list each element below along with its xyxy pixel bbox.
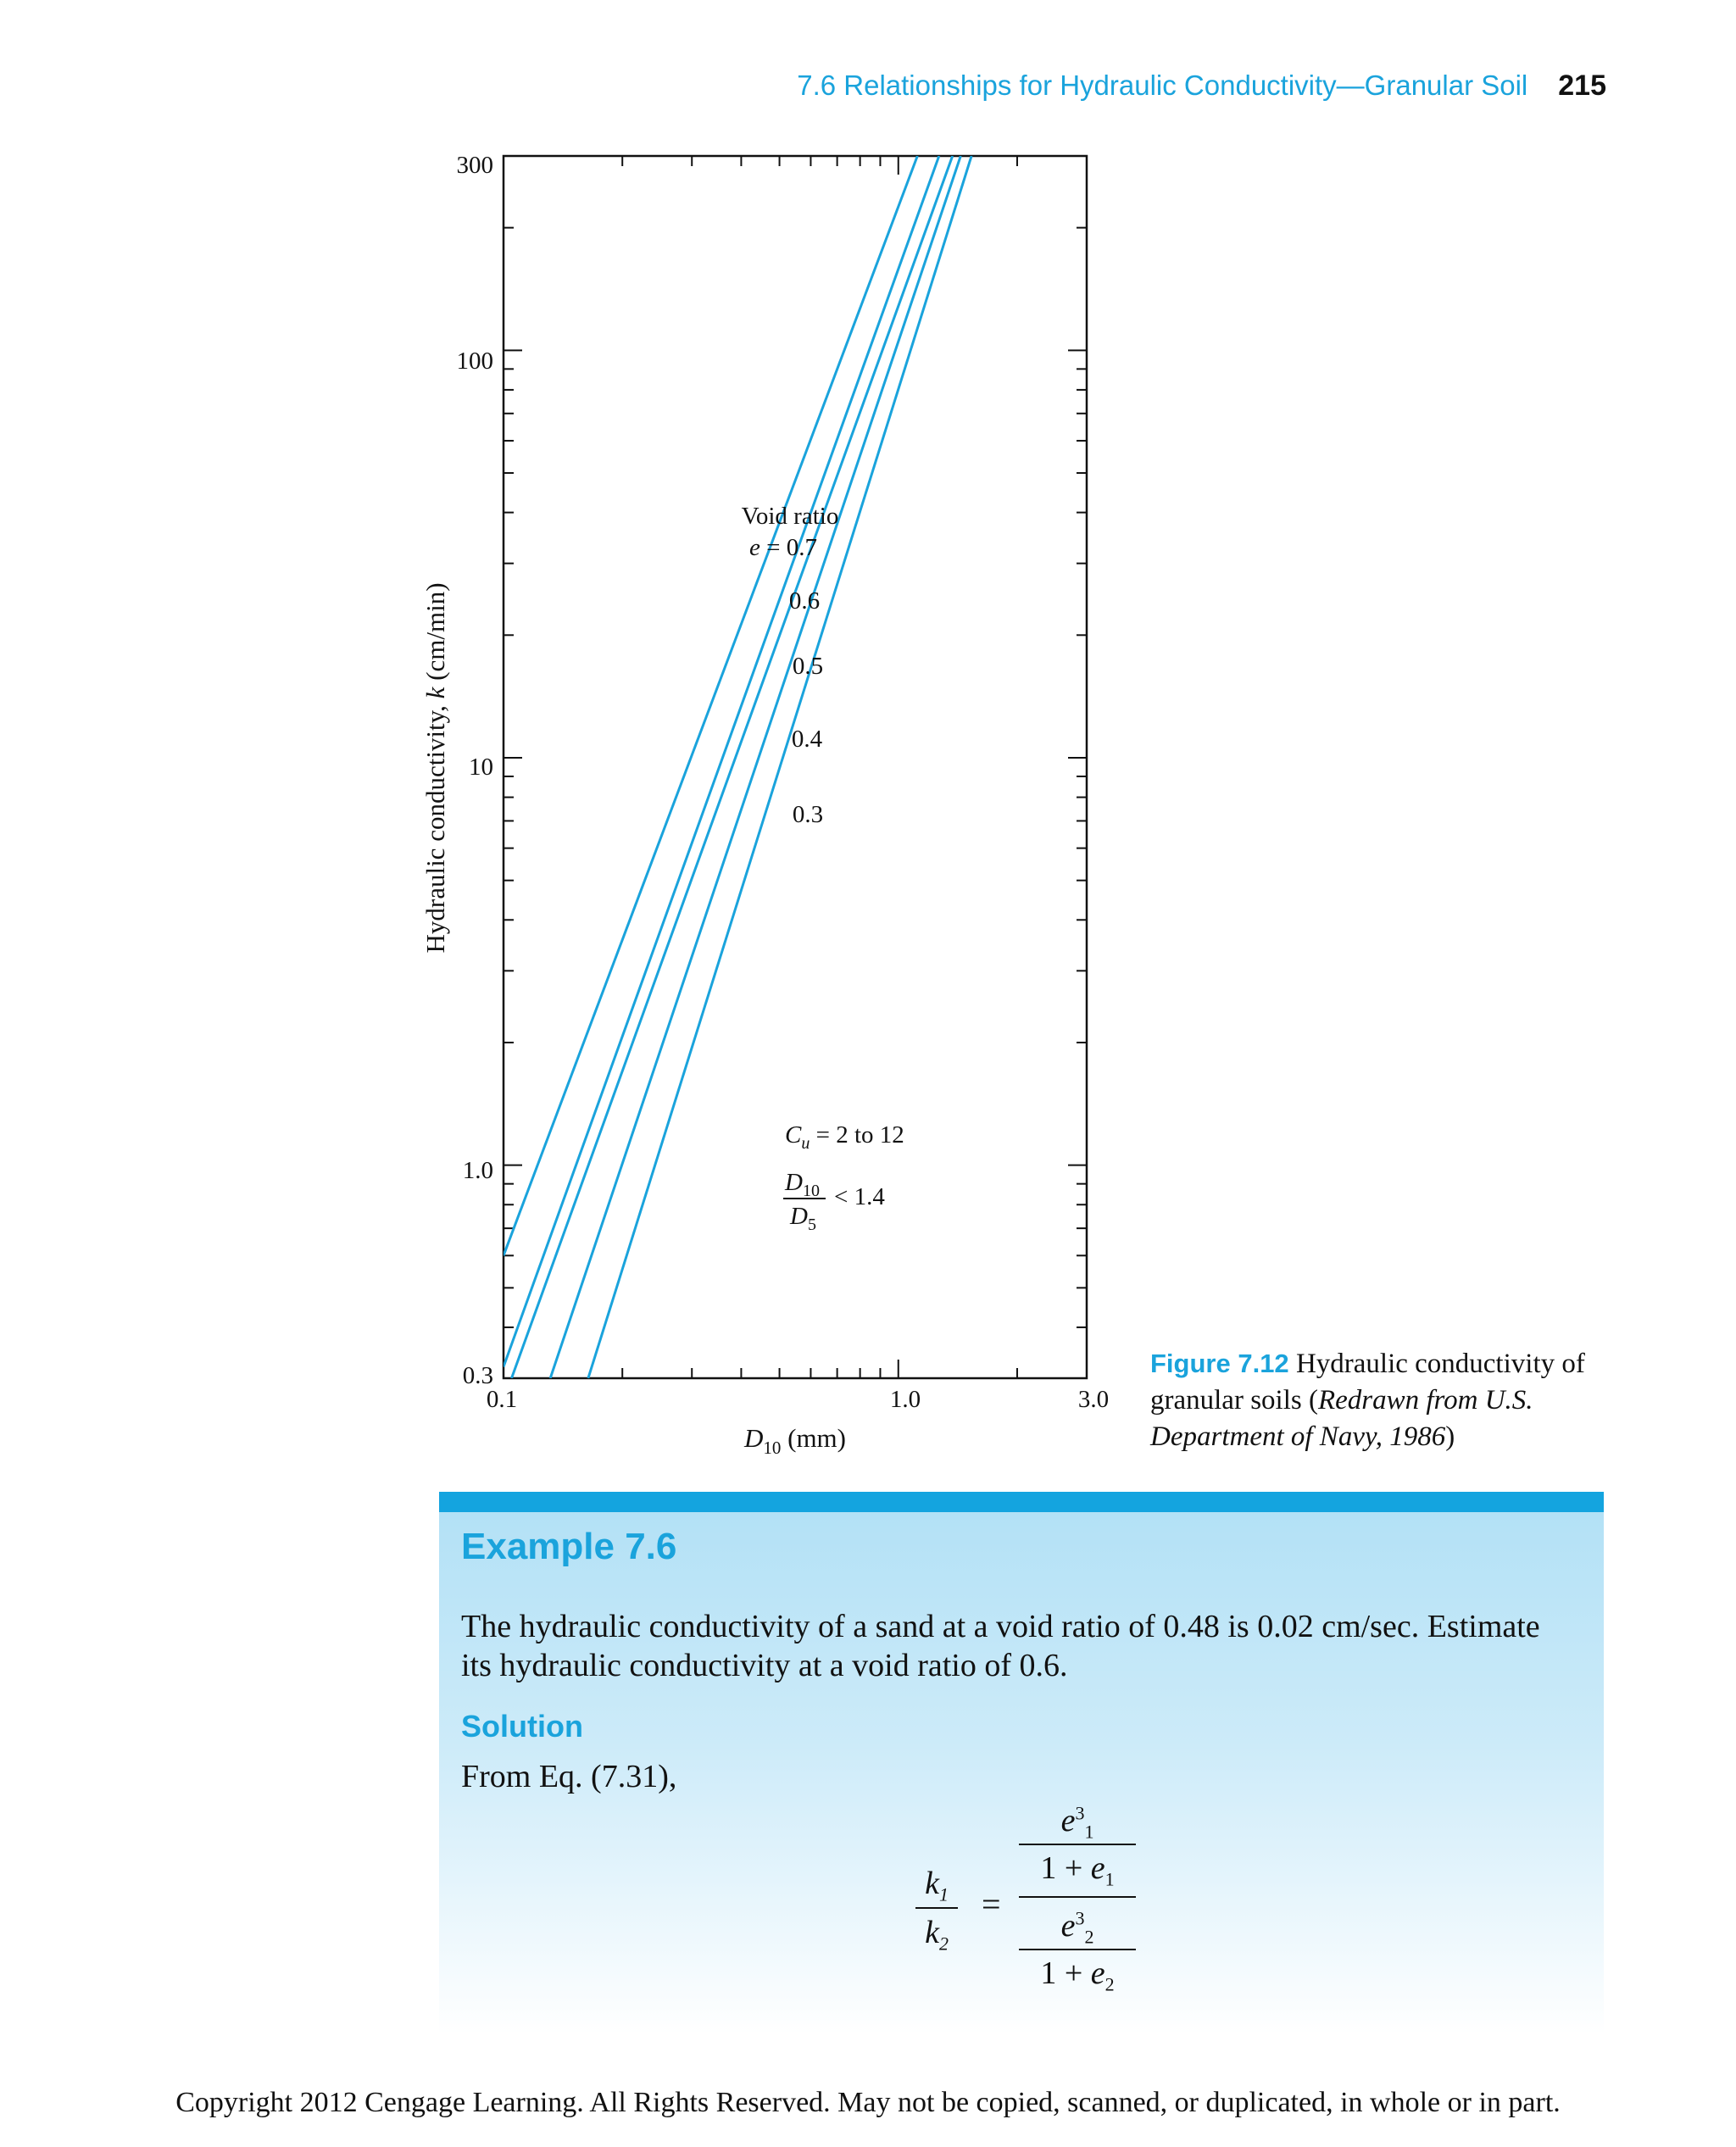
equation-k-ratio [915,1801,1136,2005]
lhs-denominator: $k_2$ [925,1915,949,1955]
x-axis-label: $D_{10}$ (mm) [743,1423,847,1458]
void-ratio-label-0.3: 0.3 [792,801,824,828]
figure-caption [1150,1346,1625,1455]
x-tick-label-0.1: 0.1 [486,1386,518,1413]
figure-label: Figure 7.12 [1150,1349,1289,1378]
series-line-0 [504,156,917,1255]
solution-heading: Solution [461,1709,583,1744]
solution-text: From Eq. (7.31), [461,1759,677,1794]
example-top-rule [439,1492,1604,1512]
example-problem-text: The hydraulic conductivity of a sand at a void ratio of 0.48 is 0.02 cm/sec. Estimate its hydraulic conductivity at a void ratio of 0.6. [461,1609,1540,1684]
void-ratio-e-label: e = 0.7 [749,534,817,561]
x-tick-label-1.0: 1.0 [889,1386,921,1413]
y-tick-label-10: 10 [469,754,493,781]
equation-rhs [1019,1801,1136,1993]
series-line-4 [588,156,971,1378]
copyright-notice: Copyright 2012 Cengage Learning. All Rights Reserved. May not be copied, scanned, or duplicated, in whole or in part. [175,2087,1561,2118]
cu-annotation: $C_u = 2$ to 12 [785,1121,904,1153]
page-number: 215 [1558,70,1606,102]
y-tick-label-300: 300 [456,152,493,179]
running-title: 7.6 Relationships for Hydraulic Conductivity—Granular Soil [797,70,1528,101]
equals-sign: = [982,1885,1001,1923]
void-ratio-label-0.4: 0.4 [791,726,823,753]
y-tick-label-100: 100 [456,348,493,375]
rhs-bottom-numerator: $e^3_2$ [1060,1907,1094,1948]
series-lines [504,156,971,1378]
ratio-denominator: $D_5$ [790,1203,816,1234]
void-ratio-label-0.5: 0.5 [792,653,824,680]
y-axis-label: Hydraulic conductivity, k (cm/min) [420,582,450,954]
void-ratio-label-0.6: 0.6 [788,587,821,615]
y-tick-label-0.3: 0.3 [462,1362,493,1389]
x-tick-label-3.0: 3.0 [1077,1386,1110,1413]
caption-close: ) [1445,1421,1455,1452]
caption-text: Hydraulic conductivity of granular soils ( [1150,1349,1585,1416]
rhs-top-denominator: $1 + e_1$ [1040,1850,1115,1890]
lhs-numerator: $k_1$ [925,1866,949,1905]
example-title: Example 7.6 [461,1526,677,1567]
caption-source: Redrawn from U.S. Department of Navy, 1986 [1150,1384,1533,1452]
series-line-3 [550,156,960,1378]
rhs-top-numerator: $e^3_1$ [1060,1802,1094,1843]
equation-lhs [915,1865,958,1955]
y-tick-label-1: 1.0 [462,1157,493,1184]
series-line-2 [512,156,953,1378]
ratio-inequality: < 1.4 [834,1183,885,1210]
rhs-bottom-denominator: $1 + e_2$ [1040,1955,1115,1995]
ratio-numerator: $D_{10}$ [785,1169,820,1200]
void-ratio-title: Void ratio [741,503,839,530]
